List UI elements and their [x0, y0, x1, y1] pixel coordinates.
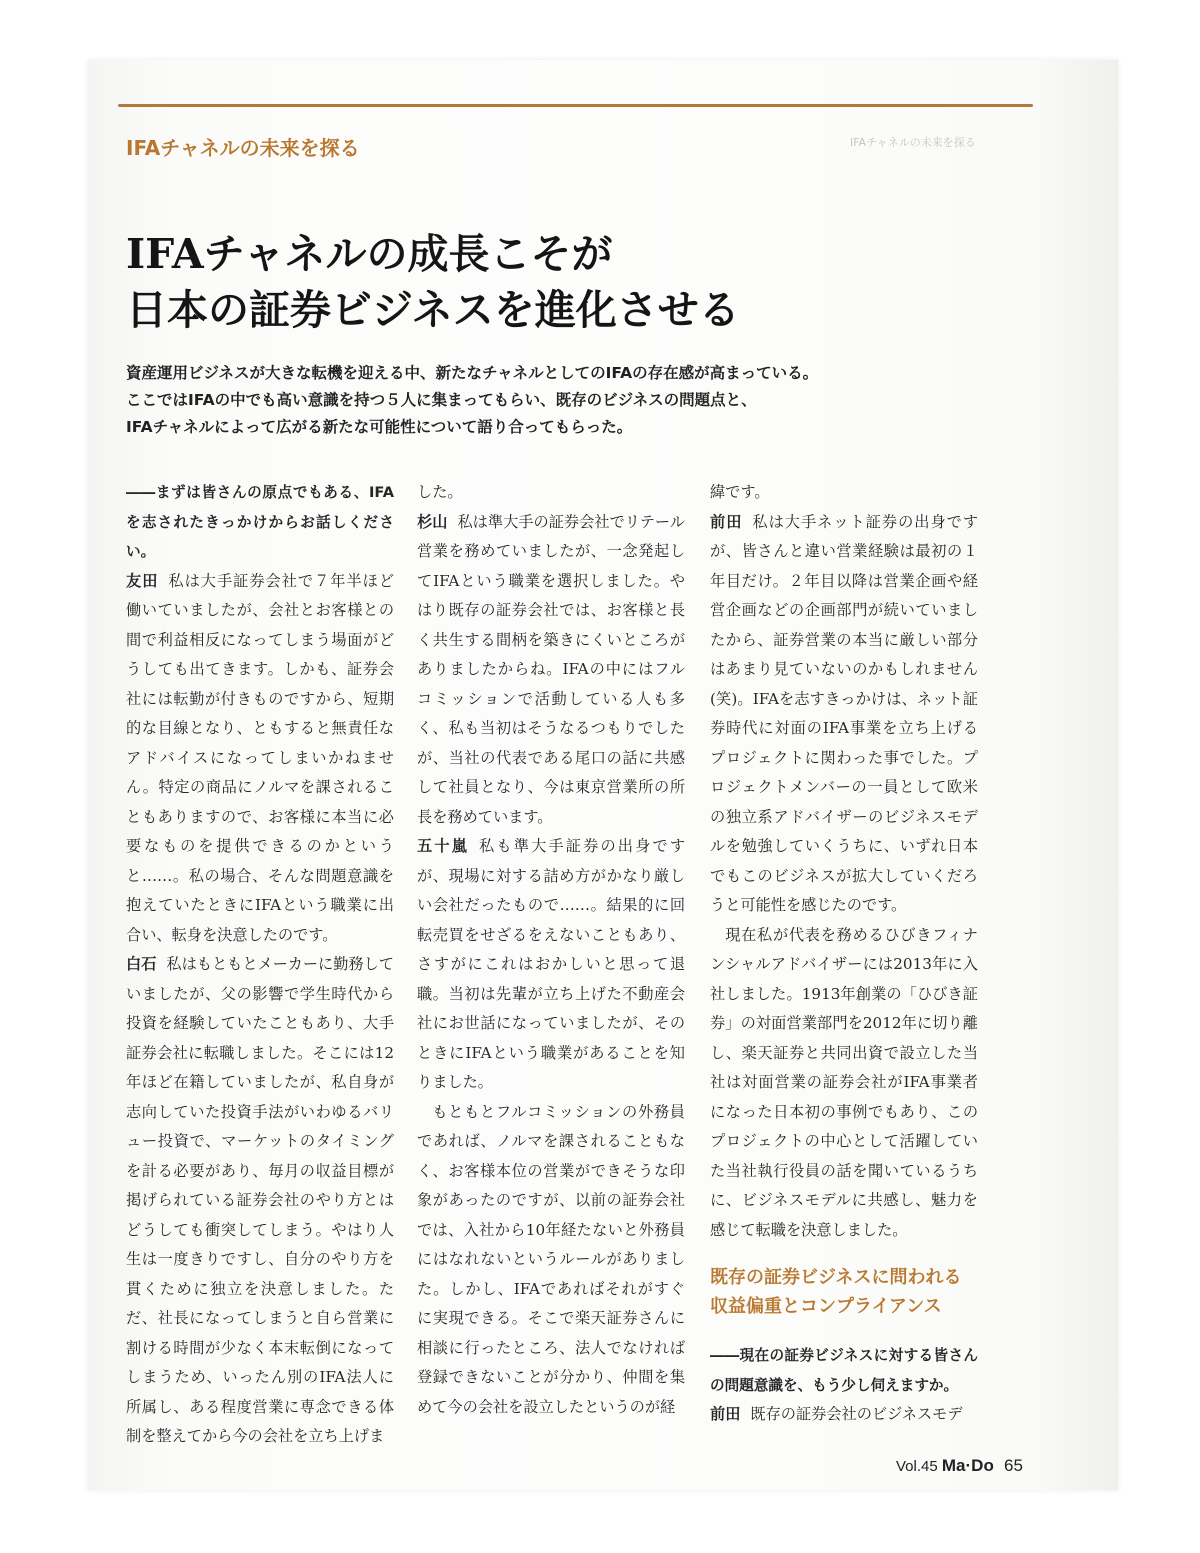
- statement-text: 私はもともとメーカーに勤務していましたが、父の影響で学生時代から投資を経験していたこともあり、大手証券会社に転職しました。そこには12年ほど在籍していましたが、私自身が志向していた投資手法がいわゆるバリュー投資で、マーケットのタイミングを計る必要があり、毎月の収益目標が掲げられている証券会社のやり方とはどうしても衝突してしまう。やはり人生は一度きりですし、自分のやり方を貫くために独立を決意しました。ただ、社長になってしまうと自ら営業に割ける時間が少なく本末転倒になってしまうため、いったん別のIFA法人に所属し、ある程度営業に専念できる体制を整えてから今の会社を立ち上げま: [126, 955, 394, 1445]
- statement-maeda: [710, 508, 978, 921]
- magazine-brand: Ma·Do: [941, 1456, 994, 1475]
- subheading-line-2: 収益偏重とコンプライアンス: [710, 1296, 942, 1317]
- speaker-name: 杉山: [417, 512, 448, 531]
- page-number: 65: [1004, 1456, 1023, 1475]
- continued-text: 緯です。: [710, 483, 770, 501]
- lead-line-3: IFAチャネルによって広がる新たな可能性について語り合ってもらった。: [126, 418, 633, 436]
- statement-text: 私は大手ネット証券の出身ですが、皆さんと違い営業経験は最初の１年目だけ。２年目以降は営業企画や経営企画などの企画部門が続いていましたから、証券営業の本当に厳しい部分はあまり見ていないのかもしれません(笑)。IFAを志すきっかけは、ネット証券時代に対面のIFA事業を立ち上げるプロジェクトに関わった事でした。プロジェクトメンバーの一員として欧米の独立系アドバイザーのビジネスモデルを勉強していくうちに、いずれ日本でもこのビジネスが拡大していくだろうと可能性を感じたのです。: [710, 512, 978, 914]
- lead-line-2: ここではIFAの中でも高い意識を持つ５人に集まってもらい、既存のビジネスの問題点と、: [126, 391, 757, 409]
- speaker-name: 友田: [126, 571, 159, 590]
- title-line-1: IFAチャネルの成長こそが: [126, 230, 613, 278]
- statement-text: 既存の証券会社のビジネスモデ: [750, 1405, 963, 1423]
- title-line-2: 日本の証券ビジネスを進化させる: [126, 286, 740, 334]
- statement-text: 私は準大手の証券会社でリテール営業を務めていましたが、一念発起してIFAという職業を選択しました。やはり既存の証券会社では、お客様と長く共生する間柄を築きにくいところがありましたからね。IFAの中にはフルコミッションで活動している人も多く、私も当初はそうなるつもりでしたが、当社の代表である尾口の話に共感して社員となり、今は東京営業所の所長を務めています。: [417, 512, 685, 826]
- body-column-3: [710, 478, 978, 1430]
- statement-text: 私は大手証券会社で７年半ほど働いていましたが、会社とお客様との間で利益相反になってしまう場面がどうしても出てきます。しかも、証券会社には転勤が付きものですから、短期的な目線となり、ともすると無責任なアドバイスになってしまいかねません。特定の商品にノルマを課されることもありますので、お客様に本当に必要なものを提供できるのかというと……。私の場合、そんな問題意識を抱えていたときにIFAという職業に出合い、転身を決意したのです。: [126, 571, 394, 944]
- subheading-line-1: 既存の証券ビジネスに問われる: [710, 1267, 962, 1288]
- volume-label: Vol.45: [896, 1458, 938, 1475]
- body-column-2: [417, 478, 685, 1422]
- series-title: IFAチャネルの未来を探る: [126, 136, 360, 160]
- interviewer-question: ――まずは皆さんの原点でもある、IFAを志されたきっかけからお話しください。: [126, 484, 394, 560]
- statement-text: 私も準大手証券の出身ですが、現場に対する詰め方がかなり厳しい会社だったもので……。結果的に回転売買をせざるをえないこともあり、さすがにこれはおかしいと思って退職。当初は先輩が立ち上げた不動産会社にお世話になっていましたが、そのときにIFAという職業があることを知りました。: [417, 837, 685, 1091]
- statement-igarashi: [417, 832, 685, 1098]
- statement-shiraishi: [126, 950, 394, 1452]
- facing-page-header: IFAチャネルの未来を探る: [850, 136, 976, 149]
- lead-line-1: 資産運用ビジネスが大きな転機を迎える中、新たなチャネルとしてのIFAの存在感が高まっている。: [126, 364, 819, 382]
- statement-tomoda: [126, 567, 394, 951]
- speaker-name: 五十嵐: [417, 837, 470, 855]
- paragraph-text: 現在私が代表を務めるひびきフィナンシャルアドバイザーには2013年に入社しました。1913年創業の「ひびき証券」の対面営業部門を2012年に切り離し、楽天証券と共同出資で設立した当社は対面営業の証券会社がIFA事業者になった日本初の事例でもあり、このプロジェクトの中心として活躍していた当社執行役員の話を聞いているうちに、ビジネスモデルに共感し、魅力を感じて転職を決意しました。: [710, 925, 978, 1239]
- interviewer-question: ――現在の証券ビジネスに対する皆さんの問題意識を、もう少し伺えますか。: [710, 1347, 978, 1394]
- statement-sugiyama: [417, 508, 685, 833]
- continued-text: した。: [417, 483, 463, 501]
- statement-maeda-2: [710, 1400, 978, 1430]
- header-rule: [118, 104, 1033, 107]
- lead-paragraph: [126, 360, 846, 441]
- body-column-1: [126, 478, 394, 1452]
- section-subheading: [710, 1263, 978, 1321]
- speaker-name: 前田: [710, 512, 743, 531]
- speaker-name: 前田: [710, 1405, 741, 1423]
- article-title: [126, 226, 766, 338]
- paragraph-text: もともとフルコミッションの外務員であれば、ノルマを課されることもなく、お客様本位の営業ができそうな印象があったのですが、以前の証券会社では、入社から10年経たないと外務員にはなれないというルールがありました。しかし、IFAであればそれがすぐに実現できる。そこで楽天証券さんに相談に行ったところ、法人でなければ登録できないことが分かり、仲間を集めて今の会社を設立したというのが経: [417, 1102, 685, 1416]
- page-footer: [896, 1456, 1023, 1476]
- speaker-name: 白石: [126, 955, 157, 973]
